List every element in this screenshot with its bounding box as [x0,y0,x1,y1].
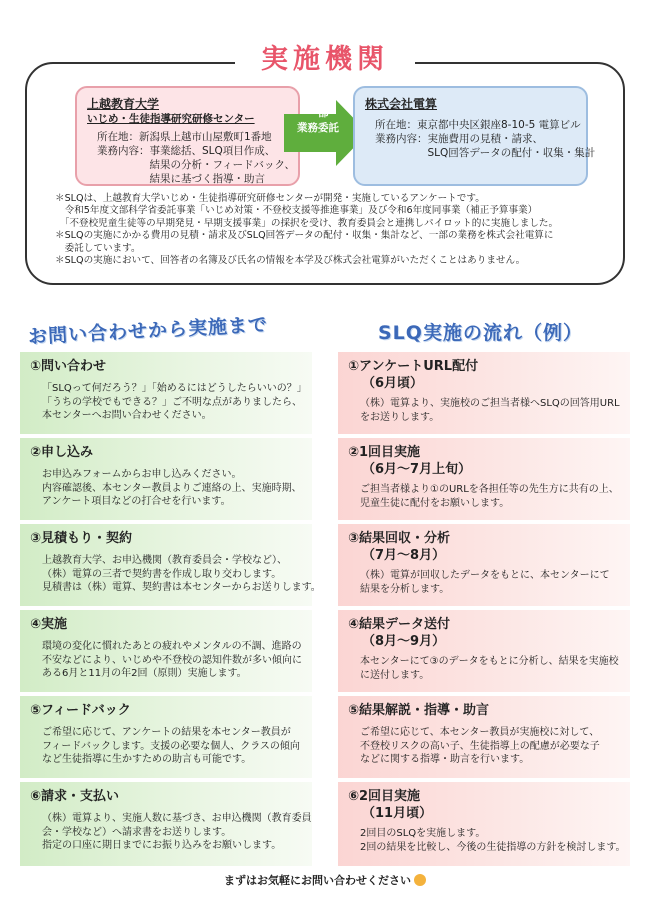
flow-body-line: 児童生徒に配付をお願いします。 [360,497,510,509]
flow-body-line: 2回目のSLQを実施します。 [360,828,486,839]
step-body [30,726,304,767]
step-body-line: ご希望に応じて、アンケートの結果を本センター教員が [42,727,291,738]
step-body-line: など生徒指導に生かすための助言も可能です。 [42,754,252,765]
flow-title: ④結果データ送付 [348,617,451,632]
step-body-line: （株）電算より、実施人数に基づき、お申込機関（教育委員 [42,813,312,824]
step-body [30,812,312,853]
smile-icon [414,874,426,886]
flow-title: ⑥2回目実施 [348,789,421,804]
step-body-line: アンケート項目などの打合せを行います。 [42,496,231,507]
step-body-line: お申込みフォームからお申し込みください。 [42,469,242,480]
step-body-line: 本センターへお問い合わせください。 [42,410,212,421]
flow-card-second-survey [338,782,630,866]
note-line: ＊SLQの実施において、回答者の名簿及び氏名の情報を本学及び株式会社電算がいただくことはありません。 [55,255,526,267]
heading-inquiry-to-implementation: お問い合わせから実施まで [27,313,269,349]
flow-body [348,483,622,510]
flow-period: （7月～8月） [362,548,446,563]
org-name-university: 上越教育大学 [87,97,160,111]
flow-body-line: 結果を分析します。 [360,583,450,595]
flow-body-line: ご担当者様より①のURLを各担任等の先生方に共有の上、 [360,484,619,495]
org-line: 業務内容：実施費用の見積・請求、 [375,133,543,145]
step-body-line: ある6月と11月の年2回（原則）実施します。 [42,668,247,679]
note-line: 委託しています。 [55,242,141,254]
flow-period: （11月頃） [362,806,433,821]
step-card-implementation [20,610,312,692]
outsourcing-label-line1: 一部 [307,107,329,119]
step-title: ⑥請求・支払い [30,789,120,804]
flow-card-first-survey [338,438,630,520]
flow-body-line: 不登校リスクの高い子、生徒指導上の配慮が必要な子 [360,740,600,752]
step-title: ①問い合わせ [30,359,107,374]
step-body [30,640,304,681]
flow-title: ②1回目実施 [348,445,421,460]
step-body-line: 「SLQって何だろう？」「始めるにはどうしたらいいの？」 [42,383,307,394]
flow-body [348,655,622,682]
flow-body [348,827,626,854]
step-title: ⑤フィードバック [30,703,131,718]
step-body-line: 上越教育大学、お申込機関（教育委員会・学校など）、 [42,555,287,566]
page-title: 実施機関 [235,38,415,82]
step-body-line: 会・学校など）へ請求書をお送りします。 [42,826,232,838]
org-line: 所在地：新潟県上越市山屋敷町1番地 [97,131,272,143]
flow-card-commentary-guidance [338,696,630,778]
org-box-university [75,86,300,186]
step-body [30,468,304,509]
step-body-line: （株）電算の三者で契約書を作成し取り交わします。 [42,568,282,580]
org-line: 結果の分析・フィードバック、 [97,159,296,171]
step-title: ④実施 [30,617,68,632]
flow-title: ⑤結果解説・指導・助言 [348,703,490,718]
flow-body-line: 2回の結果を比較し、今後の生徒指導の方針を検討します。 [360,841,626,853]
step-body [30,382,307,423]
flow-title: ①アンケートURL配付 [348,359,479,374]
step-body-line: 内容確認後、本センター教員よりご連絡の上、実施時期、 [42,482,302,494]
heading-slq-flow: SLQ実施の流れ（例） [378,322,583,344]
step-body-line: 見積書は（株）電算、契約書は本センターからお送りします。 [42,582,321,593]
flow-body-line: などに関する指導・助言を行います。 [360,754,530,765]
outsourcing-label-line2: 業務委託 [297,122,339,134]
flow-title: ③結果回収・分析 [348,531,451,546]
step-body-line: 「うちの学校でもできる？」ご不明な点がありましたら、 [42,396,302,408]
step-card-feedback [20,696,312,778]
flow-body [348,569,622,596]
notes [55,193,615,267]
flow-card-collection-analysis [338,524,630,606]
step-body-line: 指定の口座に期日までにお振り込みをお願いします。 [42,840,282,851]
flow-body [348,726,622,767]
org-sub-university: いじめ・生徒指導研究研修センター [87,113,255,125]
step-card-estimate-contract [20,524,321,606]
flow-body-line: をお送りします。 [360,411,440,423]
org-lines-company [365,118,596,160]
step-body [30,554,321,595]
note-line: 「不登校児童生徒等の早期発見・早期支援事業」の採択を受け、教育委員会と連携しパイロット的に実施しました。 [55,217,559,229]
flow-card-url-distribution [338,352,630,434]
org-box-company [353,86,596,186]
flow-body [348,397,622,424]
org-line: SLQ回答データの配付・収集・集計 [375,147,596,159]
note-line: 令和5年度文部科学省委託事業「いじめ対策・不登校支援等推進事業」及び令和6年度同事業（補正予算事業） [55,205,538,217]
step-title: ③見積もり・契約 [30,531,133,546]
note-line: ＊SLQは、上越教育大学いじめ・生徒指導研究研修センターが開発・実施しているアンケートです。 [55,193,485,204]
flow-body-line: （株）電算が回収したデータをもとに、本センターにて [360,570,610,581]
step-card-billing-payment [20,782,312,866]
org-lines-university [87,130,296,186]
org-name-company: 株式会社電算 [365,97,438,111]
step-title: ②申し込み [30,445,94,460]
org-line: 所在地：東京都中央区銀座8-10-5 電算ビル [375,119,581,131]
flow-card-result-delivery [338,610,630,692]
flow-body-line: 本センターにて③のデータをもとに分析し、結果を実施校 [360,656,619,667]
flow-body-line: （株）電算より、実施校のご担当者様へSLQの回答用URL [360,398,620,409]
step-card-application [20,438,312,520]
note-line: ＊SLQの実施にかかる費用の見積・請求及びSLQ回答データの配付・収集・集計など、一部の業務を株式会社電算に [55,230,554,242]
footer-text: まずはお気軽にお問い合わせください [224,874,411,887]
org-line: 結果に基づく指導・助言 [97,173,265,185]
org-line: 業務内容：事業総括、SLQ項目作成、 [97,145,276,157]
step-card-inquiry [20,352,312,434]
flow-body-line: ご希望に応じて、本センター教員が実施校に対して、 [360,727,600,738]
flow-period: （6月～7月上旬） [362,462,472,477]
step-body-line: フィードバックします。支援の必要な個人、クラスの傾向 [42,740,300,752]
step-body-line: 不安などにより、いじめや不登校の認知件数が多い傾向に [42,654,302,666]
footer-message [0,872,650,888]
flow-period: （6月頃） [362,376,424,391]
outsourcing-label [288,106,348,136]
flow-period: （8月～9月） [362,634,446,649]
flow-body-line: に送付します。 [360,669,430,681]
step-body-line: 環境の変化に慣れたあとの疲れやメンタルの不調、進路の [42,641,302,652]
